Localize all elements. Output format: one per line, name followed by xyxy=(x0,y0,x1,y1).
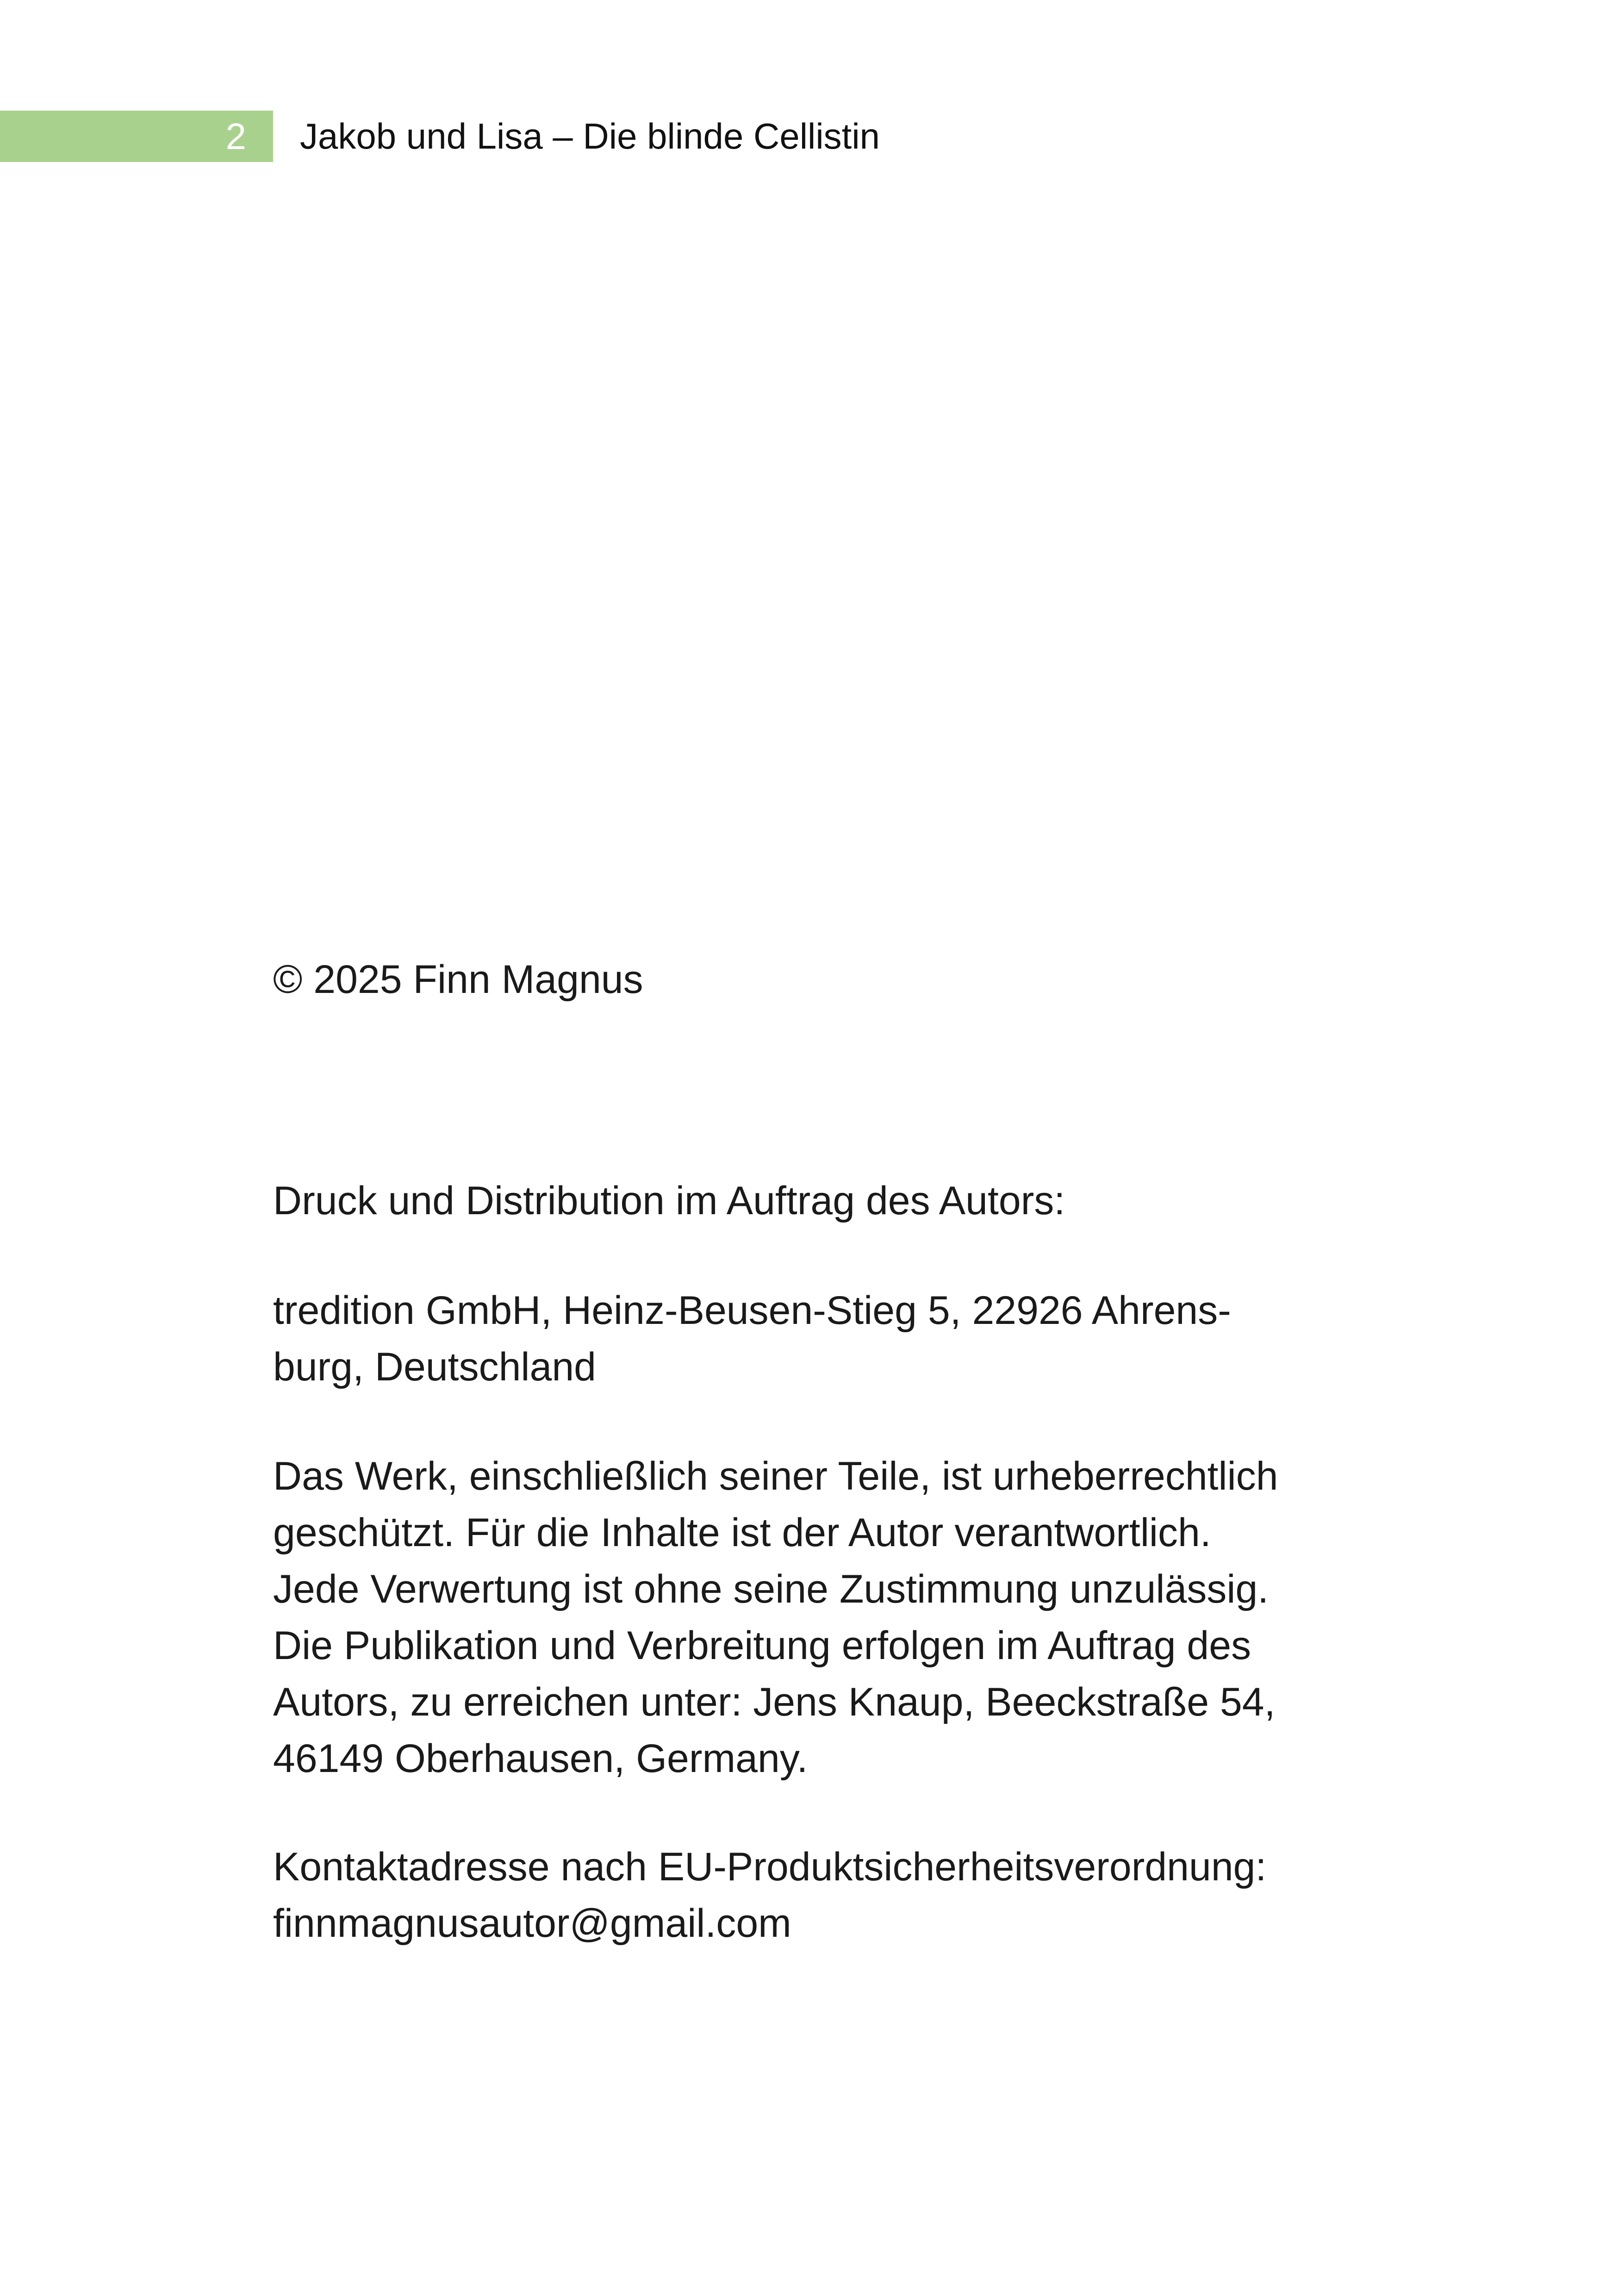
rights-paragraph xyxy=(273,1448,1351,1787)
contact-email: finnmagnusautor@gmail.com xyxy=(273,1901,791,1946)
rights-line: geschützt. Für die Inhalte ist der Autor verantwortlich. xyxy=(273,1510,1211,1555)
publisher-address xyxy=(273,1282,1351,1395)
publisher-address-line: tredition GmbH, Heinz-Beusen-Stieg 5, 22926 Ahrens- xyxy=(273,1288,1231,1333)
copyright-notice xyxy=(273,951,1351,1008)
running-title: Jakob und Lisa – Die blinde Cellistin xyxy=(300,116,880,156)
contact-block xyxy=(273,1839,1351,1952)
contact-label: Kontaktadresse nach EU-Produktsicherheitsverordnung: xyxy=(273,1845,1267,1889)
copyright-text: © 2025 Finn Magnus xyxy=(273,957,643,1002)
rights-line: Die Publikation und Verbreitung erfolgen im Auftrag des xyxy=(273,1623,1251,1668)
page-number-bar xyxy=(0,111,273,162)
print-distribution-heading xyxy=(273,1173,1351,1229)
rights-line: Autors, zu erreichen unter: Jens Knaup, Beeckstraße 54, xyxy=(273,1680,1276,1724)
publisher-address-line: burg, Deutschland xyxy=(273,1345,596,1389)
page-number: 2 xyxy=(225,116,246,157)
rights-line: Jede Verwertung ist ohne seine Zustimmung unzulässig. xyxy=(273,1567,1269,1611)
print-heading-text: Druck und Distribution im Auftrag des Autors: xyxy=(273,1179,1065,1223)
rights-line: 46149 Oberhausen, Germany. xyxy=(273,1736,808,1781)
rights-line: Das Werk, einschließlich seiner Teile, ist urheberrechtlich xyxy=(273,1454,1278,1498)
